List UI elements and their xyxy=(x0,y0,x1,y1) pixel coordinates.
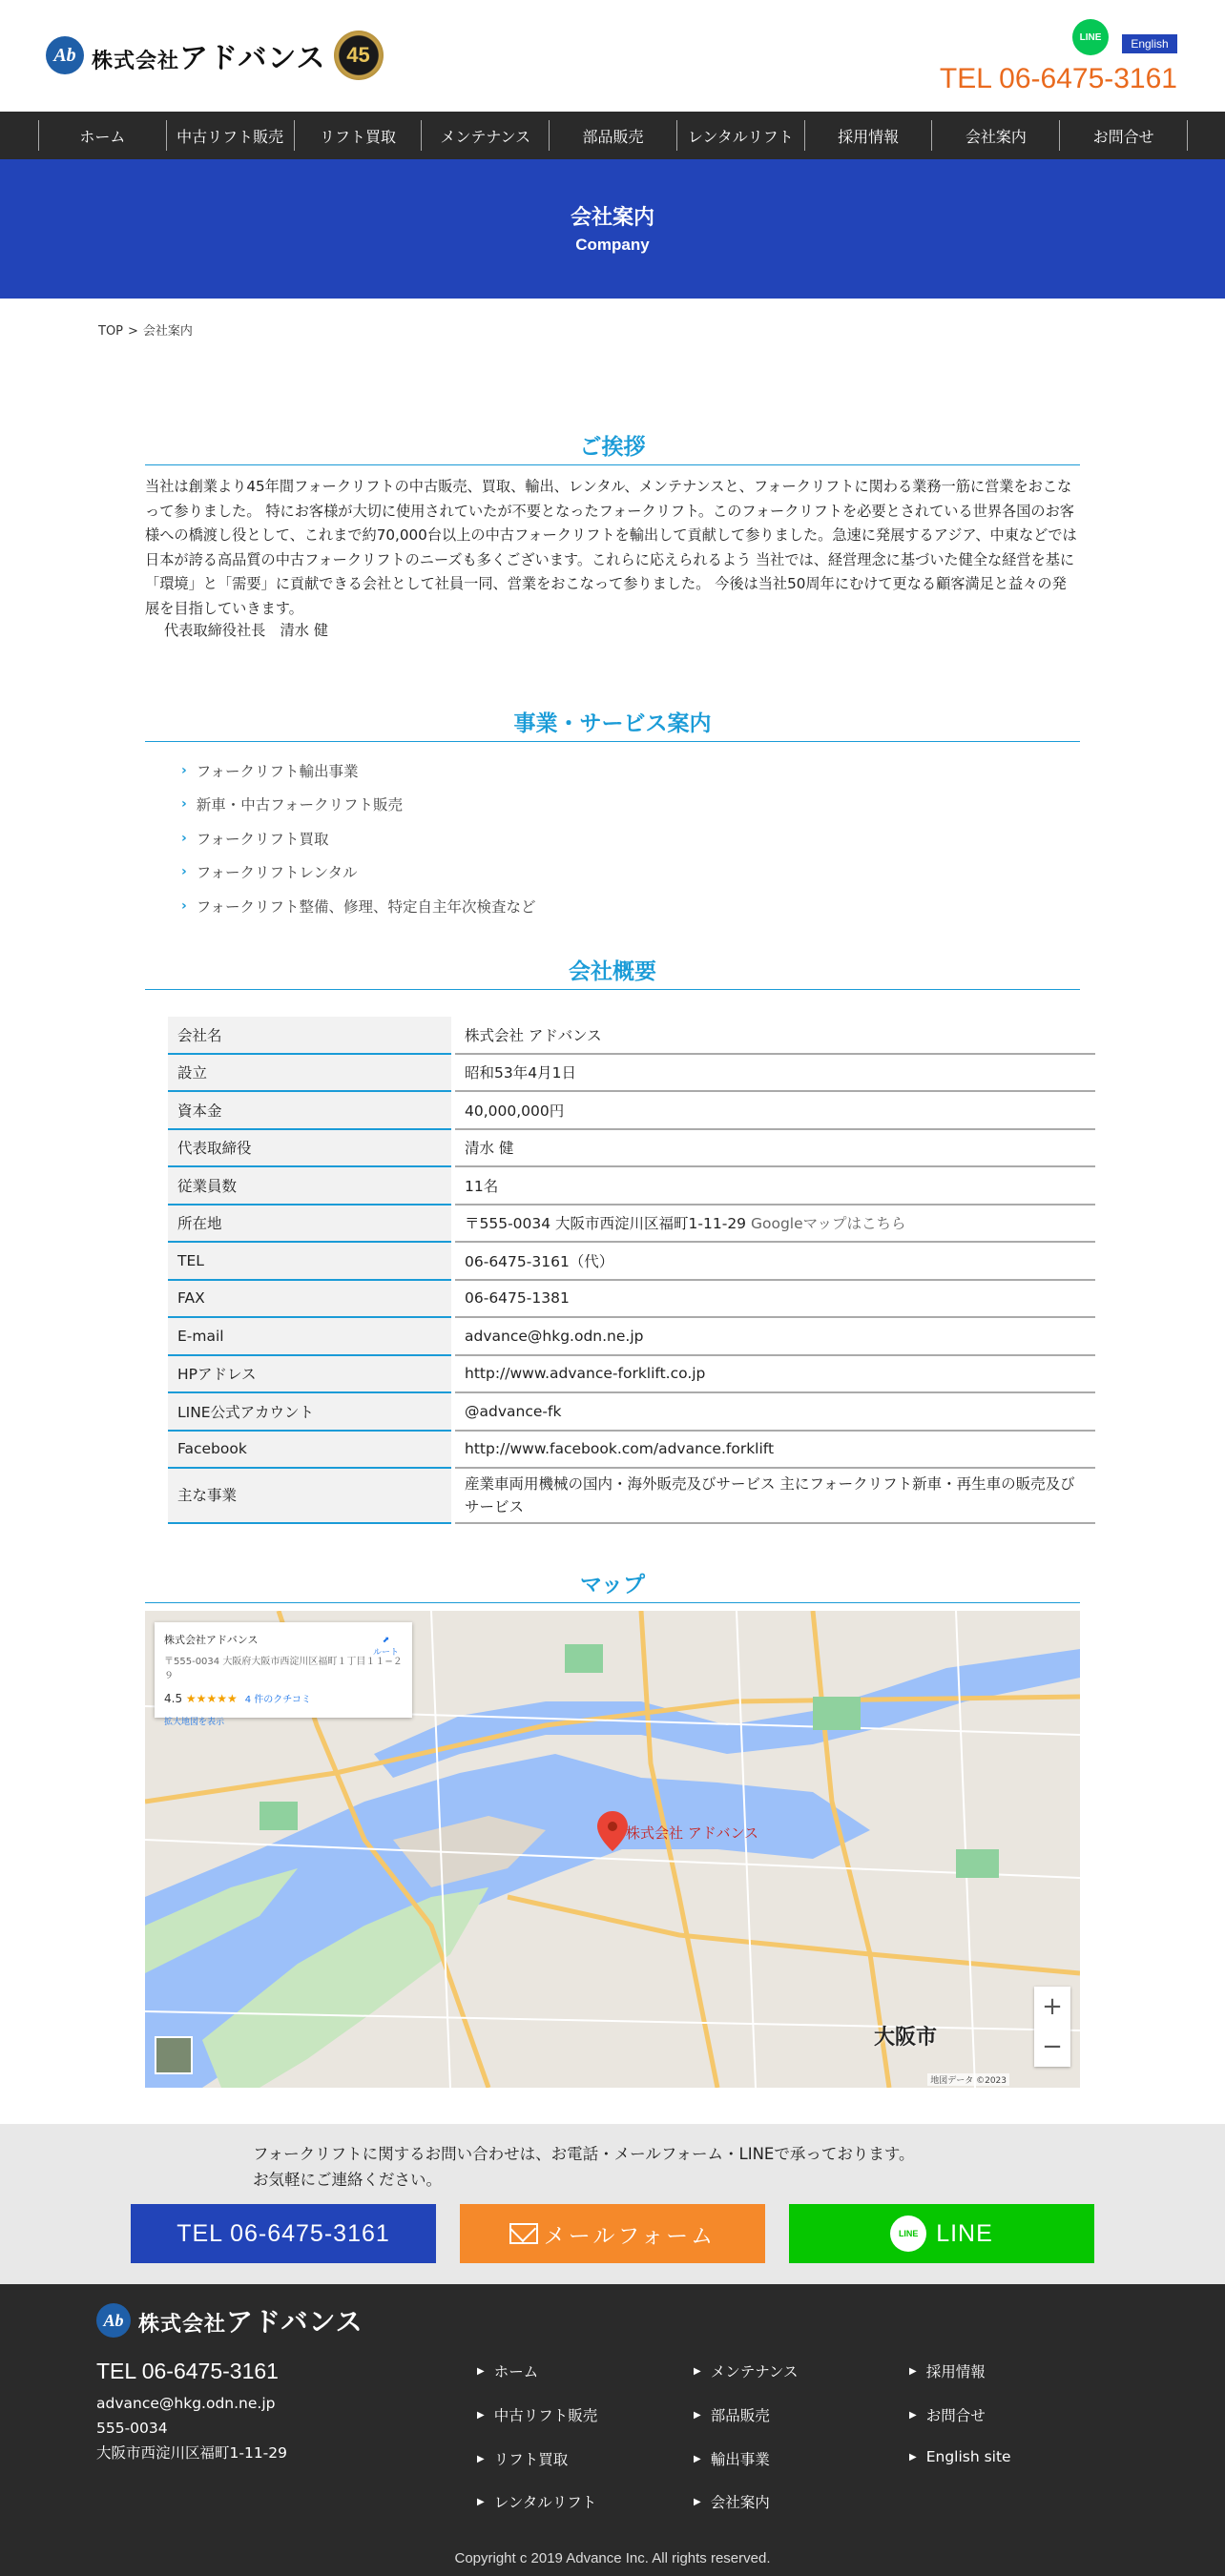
map-card-name: 株式会社アドバンス xyxy=(164,1634,259,1646)
nav-item-maintenance[interactable]: メンテナンス xyxy=(421,120,550,151)
english-button[interactable]: English xyxy=(1122,34,1177,53)
table-value: 06-6475-3161（代） xyxy=(455,1243,1095,1281)
nav-item-used-lift[interactable]: 中古リフト販売 xyxy=(166,120,295,151)
greeting-body: 当社は創業より45年間フォークリフトの中古販売、買取、輸出、レンタル、メンテナンスと、フォークリフトに関わる業務一筋に営業をおこなって参りました。 特にお客様が大切に使用されていたが不要となったフォークリフト。このフォークリフトを必要とされている世界各国のお客様への橋渡し役として、これまで約70,000台以上の中古フォークリフトを輸出して貢献して参りました。急速に発展するアジア、中東などでは日本が誇る高品質の中古フォークリフトのニーズも多くございます。これらに応えられるよう 当社では、経営理念に基づいた健全な経営を基に「環境」と「需要」に貢献できる会社として社員一同、営業をおこなって参りました。 今後は当社50周年にむけて更なる顧客満足と益々の発展を目指していきます。 xyxy=(145,478,1077,617)
footer-link-contact[interactable]: ▶ お問合せ xyxy=(909,2407,986,2424)
footer-link-rental[interactable]: ▶ レンタルリフト xyxy=(477,2494,597,2511)
list-item: › フォークリフト整備、修理、特定自主年次検査など xyxy=(181,897,536,916)
table-row xyxy=(168,1130,1095,1168)
site-footer xyxy=(0,2284,1225,2576)
table-key: 従業員数 xyxy=(168,1167,451,1206)
nav-item-contact[interactable]: お問合せ xyxy=(1059,120,1188,151)
envelope-icon xyxy=(509,2223,538,2244)
table-value: 06-6475-1381 xyxy=(455,1281,1095,1319)
map-pin-label: 株式会社 アドバンス xyxy=(626,1824,759,1842)
page-subtitle: Company xyxy=(575,236,650,254)
triangle-right-icon: ▶ xyxy=(694,2409,701,2421)
header-tel[interactable]: TEL 06-6475-3161 xyxy=(939,63,1177,94)
triangle-right-icon: ▶ xyxy=(694,2365,701,2377)
footer-logo-text: 株式会社アドバンス xyxy=(138,2306,363,2338)
table-key: 所在地 xyxy=(168,1206,451,1244)
triangle-right-icon: ▶ xyxy=(477,2453,485,2464)
map-reviews-link[interactable]: 4 件のクチコミ xyxy=(244,1695,311,1705)
table-row xyxy=(168,1092,1095,1130)
breadcrumb-separator: > xyxy=(128,324,138,339)
page-title: 会社案内 xyxy=(570,206,654,230)
table-key: LINE公式アカウント xyxy=(168,1393,451,1432)
map-city-label: 大阪市 xyxy=(874,2026,938,2050)
table-row xyxy=(168,1318,1095,1356)
map-zoom-controls xyxy=(1034,1987,1070,2067)
nav-item-lift-buyback[interactable]: リフト買取 xyxy=(294,120,423,151)
tel-button[interactable]: TEL 06-6475-3161 xyxy=(131,2204,436,2263)
footer-link-buyback[interactable]: ▶ リフト買取 xyxy=(477,2451,569,2468)
main-nav xyxy=(0,112,1225,159)
table-row xyxy=(168,1243,1095,1281)
footer-link-english[interactable]: ▶ English site xyxy=(909,2448,1011,2465)
table-row xyxy=(168,1206,1095,1244)
table-value: 11名 xyxy=(455,1167,1095,1206)
nav-item-recruit[interactable]: 採用情報 xyxy=(804,120,933,151)
table-key: 主な事業 xyxy=(168,1469,451,1524)
triangle-right-icon: ▶ xyxy=(694,2496,701,2507)
homepage-link[interactable]: http://www.advance-forklift.co.jp xyxy=(455,1356,1095,1394)
breadcrumb-current: 会社案内 xyxy=(142,324,193,339)
logo-mark-icon: Ab xyxy=(96,2303,131,2338)
facebook-link[interactable]: http://www.facebook.com/advance.forklift xyxy=(455,1432,1095,1470)
logo-text: 株式会社アドバンス xyxy=(92,42,326,75)
footer-link-export[interactable]: ▶ 輸出事業 xyxy=(694,2451,770,2468)
footer-link-home[interactable]: ▶ ホーム xyxy=(477,2363,539,2380)
table-value: 昭和53年4月1日 xyxy=(455,1055,1095,1093)
table-key: 代表取締役 xyxy=(168,1130,451,1168)
map-card-rating: 4.5 ★★★★★ 4 件のクチコミ xyxy=(164,1692,311,1705)
zoom-in-button[interactable]: + xyxy=(1042,1992,1063,2021)
table-row xyxy=(168,1432,1095,1470)
zoom-out-button[interactable]: − xyxy=(1042,2032,1063,2061)
map-layer-toggle[interactable] xyxy=(155,2036,193,2074)
footer-link-parts[interactable]: ▶ 部品販売 xyxy=(694,2407,770,2424)
google-map[interactable] xyxy=(145,1611,1080,2088)
star-rating-icon: ★★★★★ xyxy=(185,1692,238,1705)
services-list xyxy=(181,753,536,923)
footer-zip: 555-0034 xyxy=(96,2420,168,2437)
triangle-right-icon: ▶ xyxy=(477,2409,485,2421)
chevron-right-icon: › xyxy=(181,796,187,813)
footer-info xyxy=(96,2391,287,2465)
logo-mark-icon: Ab xyxy=(46,36,84,74)
table-key: 会社名 xyxy=(168,1017,451,1055)
table-key: HPアドレス xyxy=(168,1356,451,1394)
map-copyright: 地図データ ©2023 xyxy=(927,2073,1009,2086)
table-key: Facebook xyxy=(168,1432,451,1470)
list-item: › フォークリフトレンタル xyxy=(181,864,358,882)
breadcrumb xyxy=(98,320,193,339)
nav-item-rental[interactable]: レンタルリフト xyxy=(676,120,805,151)
company-overview-table xyxy=(164,1017,1099,1524)
table-value: 株式会社 アドバンス xyxy=(455,1017,1095,1055)
chevron-right-icon: › xyxy=(181,864,187,880)
map-larger-link[interactable]: 拡大地図を表示 xyxy=(164,1718,225,1727)
table-row xyxy=(168,1017,1095,1055)
map-info-card xyxy=(155,1622,412,1727)
nav-item-home[interactable]: ホーム xyxy=(38,120,167,151)
footer-logo[interactable] xyxy=(96,2301,363,2339)
footer-link-used-lift[interactable]: ▶ 中古リフト販売 xyxy=(477,2407,598,2424)
breadcrumb-home[interactable]: TOP xyxy=(98,324,124,339)
chevron-right-icon: › xyxy=(181,762,187,778)
table-row xyxy=(168,1055,1095,1093)
table-key: TEL xyxy=(168,1243,451,1281)
line-badge-icon[interactable]: LINE xyxy=(1072,19,1109,55)
table-key: E-mail xyxy=(168,1318,451,1356)
footer-email[interactable]: advance@hkg.odn.ne.jp xyxy=(96,2395,276,2412)
services-heading: 事業・サービス案内 xyxy=(145,706,1080,742)
directions-icon: ⬈ xyxy=(382,1636,390,1645)
table-row xyxy=(168,1356,1095,1394)
contact-band xyxy=(0,2124,1225,2284)
mail-form-button[interactable]: メールフォーム xyxy=(460,2204,765,2263)
email-link[interactable]: advance@hkg.odn.ne.jp xyxy=(455,1318,1095,1356)
table-value: 産業車両用機械の国内・海外販売及びサービス 主にフォークリフト新車・再生車の販売及びサービス xyxy=(455,1469,1095,1524)
list-item: › 新車・中古フォークリフト販売 xyxy=(181,796,404,814)
footer-link-company[interactable]: ▶ 会社案内 xyxy=(694,2494,770,2511)
line-button[interactable]: LINE LINE xyxy=(789,2204,1094,2263)
line-account-link[interactable]: @advance-fk xyxy=(455,1393,1095,1432)
table-row xyxy=(168,1281,1095,1319)
triangle-right-icon: ▶ xyxy=(477,2365,485,2377)
table-value: 40,000,000円 xyxy=(455,1092,1095,1130)
triangle-right-icon: ▶ xyxy=(477,2496,485,2507)
table-row xyxy=(168,1469,1095,1524)
table-key: FAX xyxy=(168,1281,451,1319)
overview-heading: 会社概要 xyxy=(145,954,1080,990)
page-banner xyxy=(0,159,1225,299)
footer-link-recruit[interactable]: ▶ 採用情報 xyxy=(909,2363,986,2380)
table-value: 〒555-0034 大阪市西淀川区福町1-11-29 Googleマップはこちら xyxy=(455,1206,1095,1244)
footer-address: 大阪市西淀川区福町1-11-29 xyxy=(96,2444,287,2462)
chevron-right-icon: › xyxy=(181,897,187,914)
map-heading: マップ xyxy=(145,1567,1080,1603)
table-value: 清水 健 xyxy=(455,1130,1095,1168)
triangle-right-icon: ▶ xyxy=(909,2451,917,2463)
triangle-right-icon: ▶ xyxy=(909,2365,917,2377)
nav-item-company[interactable]: 会社案内 xyxy=(931,120,1060,151)
triangle-right-icon: ▶ xyxy=(694,2453,701,2464)
footer-tel[interactable]: TEL 06-6475-3161 xyxy=(96,2359,279,2383)
google-map-link[interactable]: Googleマップはこちら xyxy=(750,1215,906,1233)
table-row xyxy=(168,1393,1095,1432)
site-header xyxy=(0,0,1225,112)
greeting-heading: ご挨拶 xyxy=(145,429,1080,465)
chevron-right-icon: › xyxy=(181,830,187,846)
footer-copyright: Copyright c 2019 Advance Inc. All rights reserved. xyxy=(454,2550,771,2566)
table-key: 設立 xyxy=(168,1055,451,1093)
triangle-right-icon: ▶ xyxy=(909,2409,917,2421)
site-logo[interactable] xyxy=(46,31,384,80)
table-key: 資本金 xyxy=(168,1092,451,1130)
contact-text: フォークリフトに関するお問い合わせは、お電話・メールフォーム・LINEで承っております。 お気軽にご連絡ください。 xyxy=(253,2145,915,2189)
anniversary-badge: 45 xyxy=(334,31,384,80)
list-item: › フォークリフト買取 xyxy=(181,830,329,848)
table-row xyxy=(168,1167,1095,1206)
list-item: › フォークリフト輸出事業 xyxy=(181,762,359,780)
map-directions-button[interactable]: ⬈ ルート xyxy=(372,1636,399,1658)
line-icon: LINE xyxy=(890,2215,926,2252)
map-card-address: 〒555-0034 大阪府大阪市西淀川区福町１丁目１１−２９ xyxy=(164,1657,403,1681)
greeting-signature: 代表取締役社長 清水 健 xyxy=(164,622,328,639)
nav-item-parts[interactable]: 部品販売 xyxy=(549,120,677,151)
footer-link-maintenance[interactable]: ▶ メンテナンス xyxy=(694,2363,799,2380)
